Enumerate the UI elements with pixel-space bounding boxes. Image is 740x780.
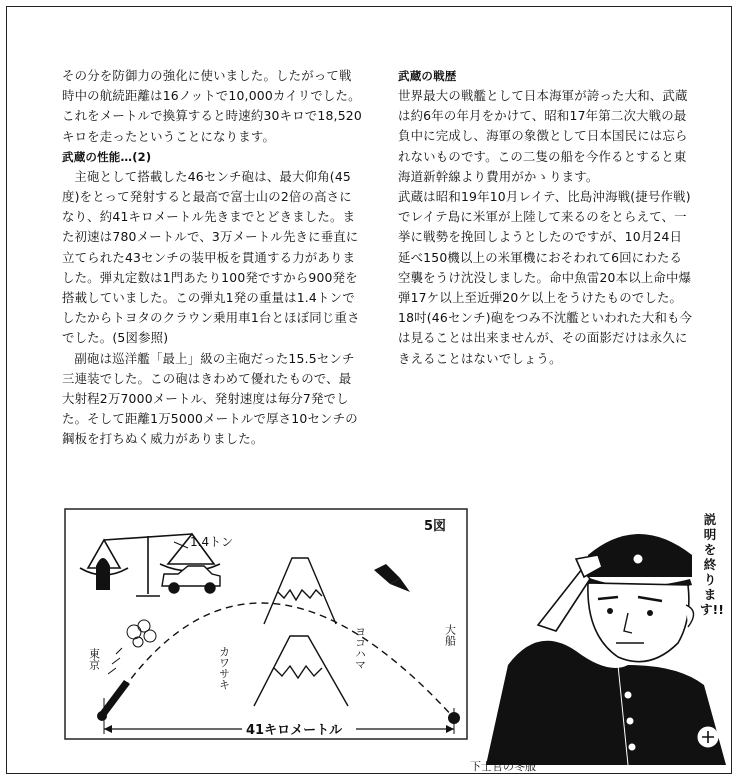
left-column: [62, 66, 362, 450]
projectile-icon: [374, 564, 410, 592]
yokohama-label: ヨコハマ: [353, 626, 367, 670]
right-paragraph-3: 18吋(46センチ)砲をつみ不沈艦といわれた大和も今は見ることは出来ませんが、その面影だけは永久にきえることはないでしょう。: [398, 310, 693, 366]
arrow-left-icon: [104, 725, 112, 733]
figure-frame: [65, 509, 467, 739]
arrow-right-icon: [446, 725, 454, 733]
right-column: [398, 66, 694, 369]
figure-5-drawing: [64, 508, 468, 740]
mount-fuji-upper-icon: [264, 558, 336, 624]
mount-fuji-lower-icon: [254, 636, 348, 706]
saluting-soldier-icon: [478, 515, 726, 765]
kawasaki-label: カワサキ: [217, 646, 231, 690]
section-heading-history: 武蔵の戦歴: [398, 69, 457, 83]
illustration-caption: 下士官の冬服: [470, 760, 536, 773]
right-paragraph-2: 武蔵は昭和19年10月レイテ、比島沖海戦(捷号作戦)でレイテ島に米軍が上陸して来るのをとらえて、一挙に戦勢を挽回しようとしたのですが、10月24日延べ150機以上の米軍機におそわれて6回にわたる空襲をうけ沈没しました。命中魚雷20本以上命中爆弾17ケ以上至近弾20ケ以上をうけたものでした。: [398, 189, 692, 306]
figure-label: 5図: [424, 519, 447, 534]
car-icon: [162, 566, 220, 593]
shell-icon: [96, 558, 110, 590]
soldier-illustration: [478, 515, 726, 765]
distance-label: 41キロメートル: [246, 723, 343, 738]
tokyo-label: 東京: [87, 648, 101, 670]
ofuna-label: 大船: [443, 624, 457, 646]
left-paragraph-1: その分を防御力の強化に使いました。したがって戦時中の航続距離は16ノットで10,000カイリでした。これをメートルで換算すると時速約30キロで18,520キロを走ったということになります。: [62, 68, 362, 144]
trajectory-arc: [104, 603, 454, 718]
section-heading-performance: 武蔵の性能…(2): [62, 149, 152, 164]
right-paragraph-1: 世界最大の戦艦として日本海軍が誇った大和、武蔵は約6年の年月をかけて、昭和17年第二次大戦の最負中に完成し、海軍の象徴として日本国民には忘られないものです。この二隻の船を今作るとすると東海道新幹線より費用がかゝります。: [398, 88, 688, 184]
weight-label: 1.4トン: [190, 535, 234, 549]
speech-bubble: 説明を終ります!!: [700, 512, 724, 617]
left-paragraph-2: 主砲として搭載した46センチ砲は、最大仰角(45度)をとって発射すると最高で富士山の2倍の高さになり、約41キロメートル先きまでとどきました。また初速は780メートルで、3万メートル先きに垂直に立てられた43センチの装甲板を貫通する力がありました。弾丸定数は1門あたり100発ですから900発を搭載していました。この弾丸1発の重量は1.4トンでしたからトヨタのクラウン乗用車1台とほぼ同じ重さでした。(5図参照): [62, 168, 360, 346]
cannon-icon: [97, 680, 130, 721]
smoke-icon: [108, 620, 156, 674]
left-paragraph-3: 副砲は巡洋艦「最上」級の主砲だった15.5センチ三連装でした。この砲はきわめて優れたもので、最大射程2万7000メートル、発射速度は毎分7発でした。そして距離1万5000メートルで厚さ10センチの鋼板を打ちぬく威力がありました。: [62, 350, 358, 447]
figure-5: [64, 508, 468, 740]
